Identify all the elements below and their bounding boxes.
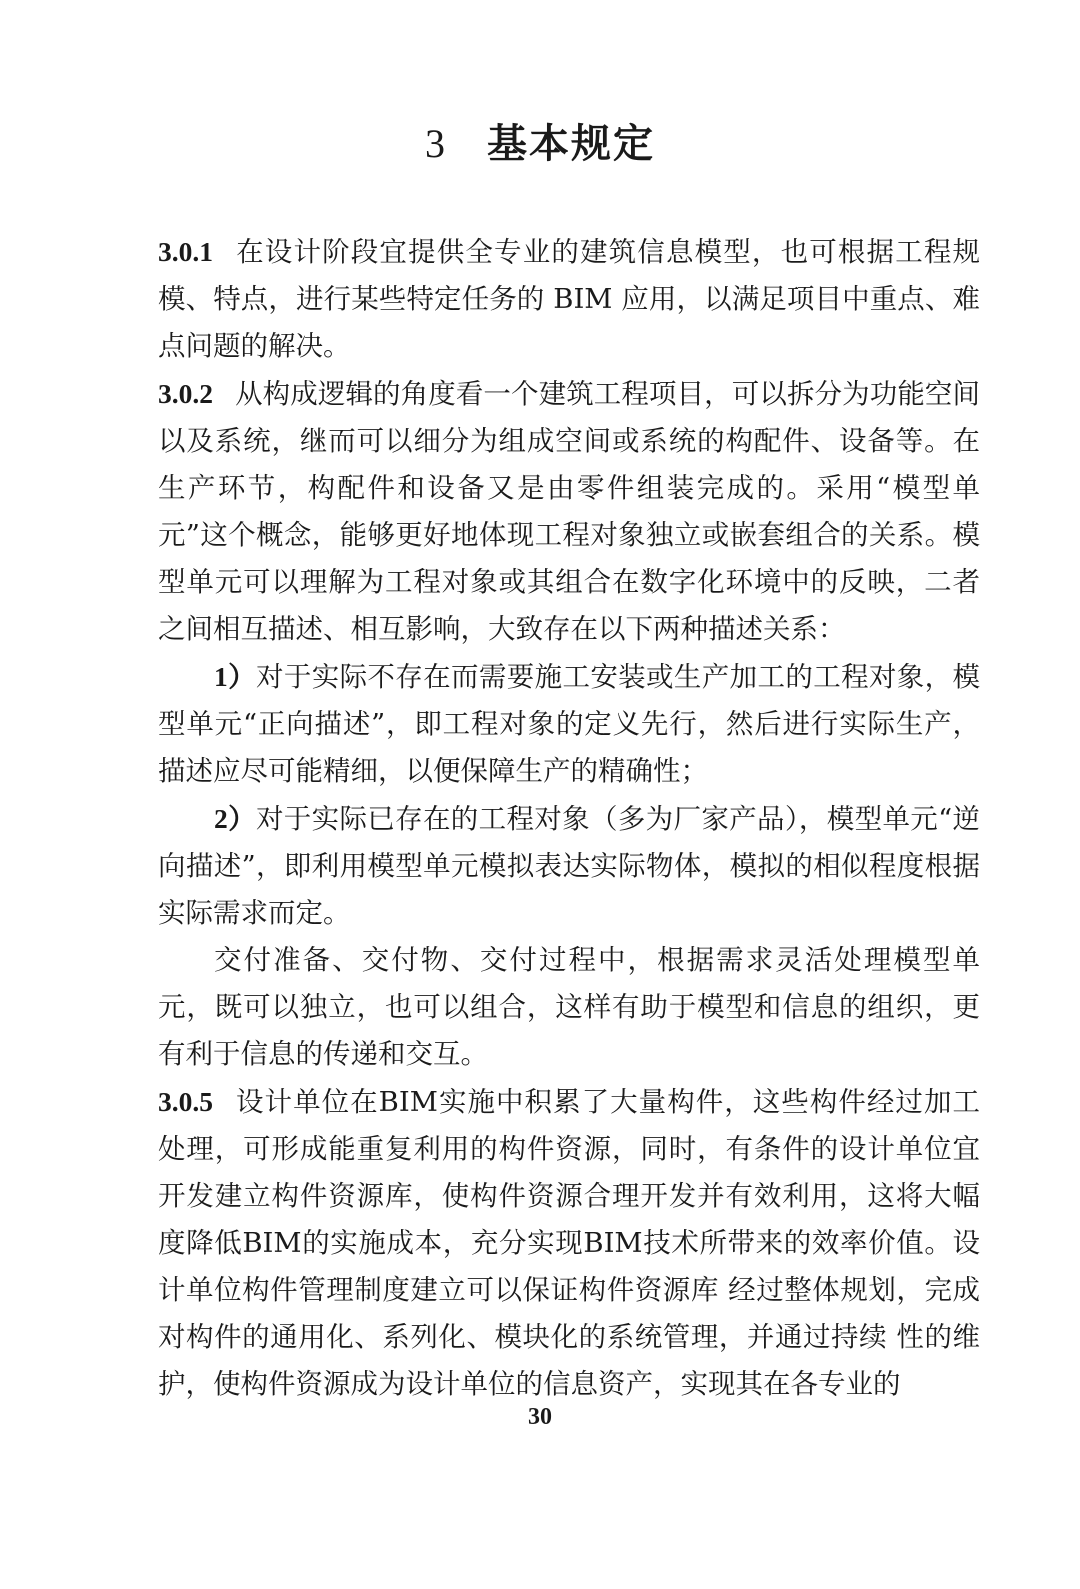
clause-text: 从构成逻辑的角度看一个建筑工程项目，可以拆分为功能空间以及系统，继而可以细分为组成空间或系统的构配件、设备等。在生产环节，构配件和设备又是由零件组装完成的。采用“模型单元”这个概念，能够更好地体现工程对象独立或嵌套组合的关系。模型单元可以理解为工程对象或其组合在数字化环境中的反映，二者之间相互描述、相互影响，大致存在以下两种描述关系： [158,378,980,645]
clause-number: 3.0.2 [158,378,213,409]
list-item-number: 2） [214,803,256,834]
clause-3-0-1 [158,228,980,370]
list-item-number: 1） [214,661,256,692]
clause-number: 3.0.1 [158,236,213,267]
clause-3-0-5 [158,1078,980,1408]
clause-3-0-2 [158,370,980,653]
clause-closing-paragraph: 交付准备、交付物、交付过程中，根据需求灵活处理模型单元，既可以独立，也可以组合，这样有助于模型和信息的组织，更有利于信息的传递和交互。 [158,944,980,1070]
page-number: 30 [528,1404,552,1430]
chapter-title [0,112,1080,169]
clause-text: 设计单位在BIM实施中积累了大量构件，这些构件经过加工处理，可形成能重复利用的构件资源，同时，有条件的设计单位宜开发建立构件资源库，使构件资源合理开发并有效利用，这将大幅度降低BIM的实施成本，充分实现BIM技术所带来的效率价值。设计单位构件管理制度建立可以保证构件资源库 经过整体规划，完成对构件的通用化、系列化、模块化的系统管理，并通过持续 性的维护，使构件资源成为设计单位的信息资产，实现其在各专业的 [158,1086,980,1400]
list-item-text: 对于实际已存在的工程对象（多为厂家产品），模型单元“逆向描述”，即利用模型单元模拟表达实际物体，模拟的相似程度根据实际需求而定。 [158,803,981,929]
chapter-heading: 基本规定 [487,120,655,167]
body-text [158,228,980,1408]
clause-number: 3.0.5 [158,1086,213,1117]
chapter-number: 3 [425,121,447,166]
clause-text: 在设计阶段宜提供全专业的建筑信息模型，也可根据工程规模、特点，进行某些特定任务的 BIM 应用，以满足项目中重点、难点问题的解决。 [158,236,980,362]
list-item-2 [158,795,980,937]
list-item-1 [158,653,980,795]
list-item-text: 对于实际不存在而需要施工安装或生产加工的工程对象，模型单元“正向描述”，即工程对象的定义先行，然后进行实际生产，描述应尽可能精细，以便保障生产的精确性； [158,661,981,787]
